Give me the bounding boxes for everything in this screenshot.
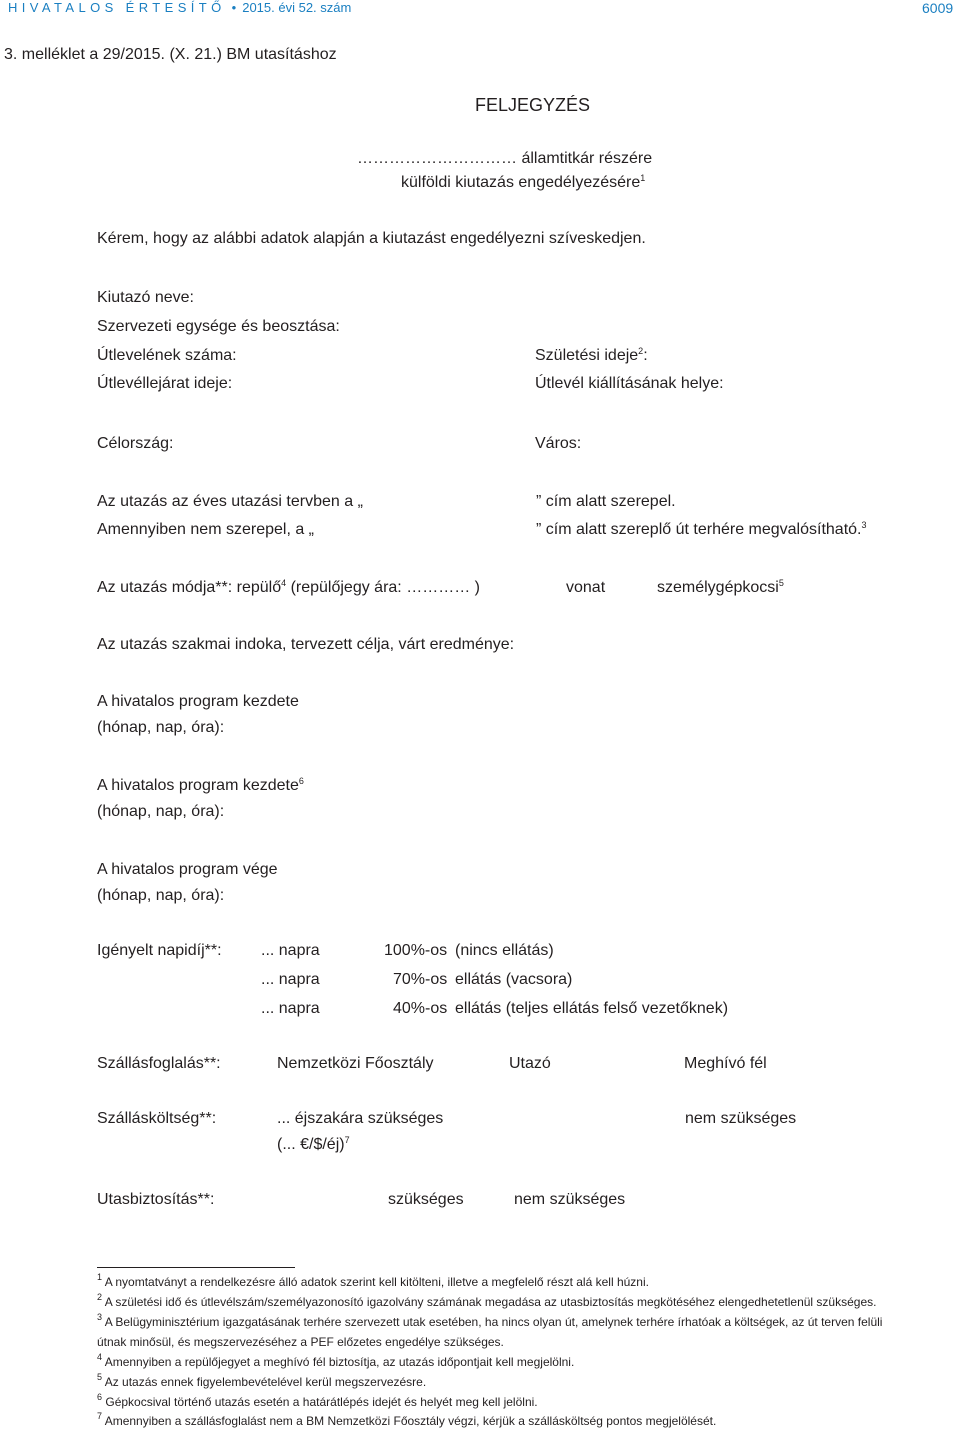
- footnote-item: [97, 1372, 427, 1389]
- footnote-number: 2: [97, 1292, 103, 1302]
- annex-line: 3. melléklet a 29/2015. (X. 21.) BM utasításhoz: [4, 46, 337, 63]
- plan-line-1-left: Az utazás az éves utazási tervben a „: [97, 493, 363, 510]
- per-diem-days: ... napra: [261, 1000, 320, 1017]
- program-start-label: A hivatalos program kezdete: [97, 693, 299, 710]
- footnote-ref: 7: [344, 1135, 350, 1145]
- footnote-ref: 6: [298, 776, 304, 786]
- ticket-price: (repülőjegy ára: ………… ): [286, 579, 480, 596]
- footnote-text: Amennyiben a szállásfoglalást nem a BM Nemzetközi Főosztály végzi, kérjük a szállásköltség pontos megjelölését.: [104, 1414, 717, 1428]
- footnote-text: Amennyiben a repülőjegyet a meghívó fél biztosítja, az utazás időpontjait kell megjelölni.: [104, 1355, 575, 1369]
- lodging-needed: ... éjszakára szükséges: [277, 1110, 444, 1127]
- travel-mode-train: vonat: [566, 579, 606, 596]
- footnote-text: Az utazás ennek figyelembevételével kerül megszervezésre.: [104, 1375, 427, 1389]
- insurance-needed: szükséges: [388, 1191, 464, 1208]
- birth-date-text: Születési ideje: [535, 347, 639, 364]
- per-diem-pct: 40%-os: [393, 1000, 448, 1017]
- footnote-text: A Belügyminisztérium igazgatásának terhére szervezett utak esetében, ha nincs olyan út, amelynek terhére írhatóak a költségek, az út terven felüli: [104, 1315, 883, 1329]
- footnote-number: 6: [97, 1392, 103, 1402]
- travel-mode-car-text: személygépkocsi: [657, 579, 779, 596]
- lodging-not-needed: nem szükséges: [685, 1110, 797, 1127]
- plan-line-2-text: ” cím alatt szereplő út terhére megvalósítható.: [536, 521, 862, 538]
- program-start-2-label: [97, 777, 304, 795]
- page-header: [8, 0, 351, 15]
- footnote-text: Gépkocsival történő utazás esetén a határátlépés idejét és helyét meg kell jelölni.: [105, 1395, 538, 1409]
- footnote-item: [97, 1312, 883, 1329]
- issue-label: 2015. évi 52. szám: [242, 0, 352, 15]
- per-diem-label: Igényelt napidíj**:: [97, 942, 222, 959]
- lodging-rate: [277, 1136, 350, 1154]
- plan-line-2-left: Amennyiben nem szerepel, a „: [97, 521, 314, 538]
- booking-option-international: Nemzetközi Főosztály: [277, 1055, 434, 1072]
- lodging-cost-label: Szállásköltség**:: [97, 1110, 217, 1127]
- page-number: 6009: [922, 0, 954, 16]
- per-diem-pct: 70%-os: [393, 971, 448, 988]
- program-end-sub: (hónap, nap, óra):: [97, 887, 225, 904]
- travel-mode-car: [657, 579, 784, 597]
- per-diem-desc: ellátás (teljes ellátás felső vezetőknek): [455, 1000, 729, 1017]
- travel-mode-plane: Az utazás módja**: repülő: [97, 579, 282, 596]
- booking-label: Szállásfoglalás**:: [97, 1055, 221, 1072]
- footnote-number: 4: [97, 1352, 103, 1362]
- per-diem-desc: ellátás (vacsora): [455, 971, 573, 988]
- footnote-item: [97, 1392, 538, 1409]
- traveler-name-label: Kiutazó neve:: [97, 289, 194, 306]
- travel-mode-line: [97, 579, 480, 597]
- footnote-ref: 2: [638, 346, 644, 356]
- per-diem-days: ... napra: [261, 942, 320, 959]
- footnote-divider: [97, 1267, 295, 1268]
- plan-line-2-right: [536, 521, 867, 539]
- recipient-line: ………………………… államtitkár részére: [357, 150, 653, 167]
- footnote-ref: 3: [861, 520, 867, 530]
- footnote-ref: 5: [778, 578, 784, 588]
- footnote-ref: 4: [281, 578, 287, 588]
- per-diem-desc: (nincs ellátás): [455, 942, 554, 959]
- footnote-item: [97, 1272, 649, 1289]
- program-start-2-sub: (hónap, nap, óra):: [97, 803, 225, 820]
- program-end-label: A hivatalos program vége: [97, 861, 278, 878]
- footnote-item: [97, 1335, 504, 1349]
- footnote-item: [97, 1292, 877, 1309]
- footnote-text: A nyomtatványt a rendelkezésre álló adatok szerint kell kitölteni, illetve a megfelelő részt alá kell húzni.: [104, 1275, 649, 1289]
- bullet-separator: •: [231, 0, 237, 15]
- footnote-text: A születési idő és útlevélszám/személyazonosító igazolvány számának megadása az utasbiztosítás megkötéséhez elengedhetetlenül szükséges.: [104, 1295, 877, 1309]
- footnote-number: 1: [97, 1272, 103, 1282]
- destination-country-label: Célország:: [97, 435, 174, 452]
- passport-expiry-label: Útlevéllejárat ideje:: [97, 375, 233, 392]
- document-title: FELJEGYZÉS: [474, 95, 591, 115]
- footnote-ref: 1: [640, 173, 646, 183]
- city-label: Város:: [535, 435, 582, 452]
- program-start-2-text: A hivatalos program kezdete: [97, 777, 299, 794]
- program-start-sub: (hónap, nap, óra):: [97, 719, 225, 736]
- booking-option-traveler: Utazó: [509, 1055, 551, 1072]
- birth-date-label: Születési ideje$^2$:: [535, 346, 648, 364]
- footnote-number: 3: [97, 1312, 103, 1322]
- lodging-rate-text: (... €/$/éj): [277, 1136, 345, 1153]
- insurance-label: Utasbiztosítás**:: [97, 1191, 215, 1208]
- footnote-number: 7: [97, 1411, 103, 1421]
- footnote-text: útnak minősül, és megszervezéséhez a PEF előzetes engedélye szükséges.: [97, 1335, 504, 1349]
- subject-line: [401, 174, 645, 192]
- publication-name: HIVATALOS ÉRTESÍTŐ: [8, 0, 226, 15]
- footnote-item: [97, 1411, 717, 1428]
- booking-option-host: Meghívó fél: [684, 1055, 767, 1072]
- footnote-number: 5: [97, 1372, 103, 1382]
- request-text: Kérem, hogy az alábbi adatok alapján a kiutazást engedélyezni szíveskedjen.: [97, 230, 646, 247]
- subject-text: külföldi kiutazás engedélyezésére: [401, 174, 641, 191]
- per-diem-days: ... napra: [261, 971, 320, 988]
- passport-issue-place-label: Útlevél kiállításának helye:: [535, 375, 724, 392]
- purpose-label: Az utazás szakmai indoka, tervezett célja, várt eredménye:: [97, 636, 515, 653]
- per-diem-pct: 100%-os: [384, 942, 448, 959]
- insurance-not-needed: nem szükséges: [514, 1191, 626, 1208]
- footnote-item: [97, 1352, 575, 1369]
- passport-number-label: Útlevelének száma:: [97, 347, 237, 364]
- org-unit-label: Szervezeti egysége és beosztása:: [97, 318, 340, 335]
- plan-line-1-right: ” cím alatt szerepel.: [536, 493, 676, 510]
